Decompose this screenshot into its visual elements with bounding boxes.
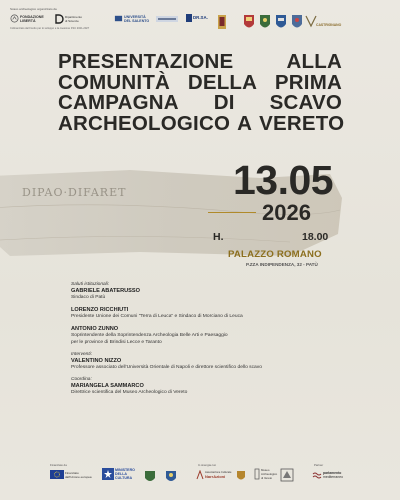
crest-icon: [166, 471, 176, 481]
title-word: PRIMA: [274, 70, 342, 94]
crest-2-icon: [244, 15, 254, 28]
speaker-name: LORENZO RICCHIUTI: [71, 307, 129, 314]
speaker-name: MARIANGELA SAMMARCO: [71, 383, 144, 390]
speaker-name: ANTONIO ZUNNO: [71, 326, 119, 333]
museo-line2: Archeologico: [261, 472, 278, 476]
drsa-logo: [186, 14, 208, 22]
title-word: VERETO: [259, 111, 345, 135]
funding-note-line2: FSC 2021-2027: [70, 27, 90, 30]
event-year: 2026: [262, 200, 311, 225]
org4-label: DR.SA.: [193, 15, 208, 20]
speaker-name: VALENTINO NIZZO: [71, 357, 122, 364]
event-venue: PALAZZO ROMANO: [228, 249, 322, 260]
time-label: H.: [213, 231, 224, 243]
title-word: ALLA: [286, 50, 342, 73]
event-time: 18.00: [302, 231, 329, 243]
top-logo-strip: [10, 8, 392, 38]
speaker-role: Soprintendente della Soprintendenza Archeologia Belle Arti e Paesaggio: [71, 333, 228, 339]
funding-note: [10, 27, 200, 30]
funded-by-label: Finanziato da: [50, 463, 67, 467]
speaker-role: Direttrice scientifica del Museo Archeologico di Vereto: [71, 390, 188, 396]
mic-line2: DELLA: [115, 472, 127, 476]
title-word: CAMPAGNA: [58, 91, 179, 114]
speaker-role: Professore associato dell'Università Orientale di Napoli e direttore scientifico dello scavo: [71, 364, 262, 370]
org3-line1: UNIVERSITÀ: [124, 14, 146, 19]
ministero-cultura-logo: [102, 468, 135, 480]
speaker-role: Sindaco di Patù: [71, 295, 106, 300]
title-line-2: [58, 70, 342, 94]
partner-logo-small: [156, 16, 178, 22]
title-word: DELLA: [187, 70, 258, 94]
org2-line1: Dipartimento: [65, 15, 83, 19]
page-title: [58, 50, 345, 135]
d-letter-icon: [54, 14, 64, 24]
title-line-4: [58, 111, 345, 135]
waves-icon: [312, 470, 322, 480]
narrazioni-mark-icon: [196, 470, 204, 480]
crest-icon: [145, 471, 155, 481]
dipartimento-logo: [54, 14, 82, 24]
mic-line3: CULTURA: [115, 476, 133, 480]
org1-line2: LIBERTÀ: [20, 18, 36, 23]
title-word: SCAVO: [269, 91, 342, 114]
partner-mark-icon: [156, 16, 178, 22]
eu-logo: [50, 470, 92, 479]
org3-line2: DEL SALENTO: [124, 18, 150, 23]
museo-line3: di Vereto: [261, 476, 273, 480]
ministry-star-icon: [102, 468, 114, 480]
mic-line1: MINISTERO: [115, 468, 135, 472]
program-section: [71, 282, 391, 396]
narrazioni-logo: [196, 470, 231, 480]
crest-5-icon: [292, 15, 302, 28]
museum-column-icon: [254, 468, 260, 480]
museum-crest-icon: [236, 470, 246, 482]
speaker-name: GABRIELE ABATERUSSO: [71, 288, 140, 294]
org1-line1: FONDAZIONE: [20, 14, 44, 19]
interventi-label: Interventi:: [71, 351, 93, 357]
museo-vereto-logo: [254, 468, 277, 480]
crest-group: [218, 12, 330, 34]
coordina-label: Coordina:: [71, 377, 92, 383]
speaker-role: Presidente Unione dei Comuni "Terra di Leuca" e Sindaco di Morciano di Leuca: [71, 314, 243, 320]
title-word: COMUNITÀ: [58, 70, 171, 94]
title-word: PRESENTAZIONE: [58, 50, 234, 73]
castrignano-label: CASTRIGNANO: [316, 23, 342, 27]
crest-6-icon: [306, 16, 316, 26]
bottom-logo-strip: [40, 463, 386, 490]
saluti-label: Saluti istituzionali:: [71, 282, 110, 287]
crest-3-icon: [260, 15, 270, 28]
partner-label: Partner: [314, 463, 324, 467]
org2-line2: di Scienze: [65, 19, 79, 23]
stone-inscription-text: DIPAO·DIFARET: [22, 186, 127, 199]
unisalento-logo: [114, 14, 149, 23]
crest-1-icon: [218, 15, 226, 29]
eu-line1: Finanziato: [65, 470, 79, 475]
museo-line1: Museo: [261, 468, 270, 472]
narr-line1: Associazione Culturale: [205, 471, 232, 474]
eu-line2: dall'Unione europea: [65, 474, 92, 479]
regional-crests: [144, 470, 180, 484]
parlamento-mediterraneo-logo: [312, 470, 343, 480]
mare-line2: mediterraneo: [323, 475, 343, 479]
title-line-1: [58, 52, 342, 73]
eu-flag-icon: [50, 470, 64, 479]
title-word: DI: [213, 91, 235, 114]
venue-address: P.ZZA INDIPENDENZA, 32 - PATÙ: [246, 262, 318, 267]
organizer-caption: Scavo archeologico organizzato da: [10, 7, 57, 11]
title-word: ARCHEOLOGICO: [58, 111, 231, 135]
synergy-label: In sinergia con: [198, 463, 217, 467]
partner-emblem-icon: [280, 468, 294, 482]
title-line-3: [58, 93, 342, 114]
laurel-icon: [10, 14, 19, 23]
event-day: 13.05: [233, 157, 334, 203]
title-word: A: [237, 111, 253, 135]
speaker-role: per le province di Brindisi Lecce e Taranto: [71, 339, 162, 345]
crest-4-icon: [276, 15, 286, 28]
funding-note-line1: Cofinanziato dal Fondo per lo sviluppo e la coesione: [10, 27, 71, 30]
fondazione-liberta-logo: [10, 14, 44, 23]
narr-line2: NarrAzioni: [205, 474, 226, 479]
drsa-mark-icon: [186, 14, 192, 22]
mare-line1: parlamento: [323, 471, 342, 475]
date-divider: [208, 212, 256, 213]
university-seal-icon: [114, 14, 123, 23]
